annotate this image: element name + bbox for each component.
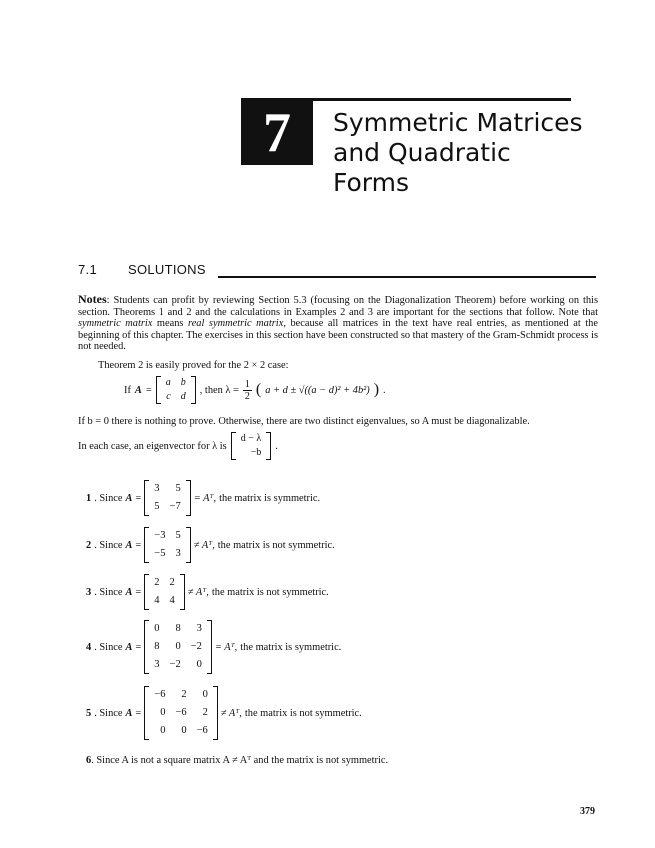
exercise-A: A xyxy=(125,539,133,551)
exercise-relation: = Aᵀ, xyxy=(193,492,217,504)
exercise-text: the matrix is not symmetric. xyxy=(244,707,362,719)
matrix-cell: 2 xyxy=(154,577,160,588)
exercise-relation: ≠ Aᵀ, xyxy=(220,707,242,719)
notes-text: , because all matrices in the text have real entries, as mentioned at the beginning of this chapter. The exercises in this section have been constructed so that mastery of the Gram-Schmidt process is not needed. xyxy=(78,318,598,353)
matrix xyxy=(144,527,190,563)
exercise-text: the matrix is symmetric. xyxy=(219,492,321,504)
exercise-3 xyxy=(86,574,329,610)
notes-text: means xyxy=(152,318,189,330)
exercise-eq: = xyxy=(135,641,142,653)
exercise-text: the matrix is not symmetric. xyxy=(211,586,329,598)
formula-A: A xyxy=(134,384,142,396)
matrix-cell: −7 xyxy=(169,501,181,512)
matrix-cell: 0 xyxy=(202,689,208,700)
matrix-cell: 0 xyxy=(154,623,160,634)
matrix-cell: −5 xyxy=(154,548,166,559)
formula-expression: a + d ± √((a − d)² + 4b²) xyxy=(265,384,370,396)
exercise-relation: ≠ Aᵀ, xyxy=(187,586,209,598)
matrix xyxy=(144,686,218,740)
matrix-cell: c xyxy=(166,391,171,402)
exercise-eq: = xyxy=(135,707,142,719)
exercise-number: 4 xyxy=(86,641,92,653)
matrix xyxy=(156,376,196,404)
exercise-2 xyxy=(86,527,335,563)
exercise-text: the matrix is symmetric. xyxy=(240,641,342,653)
eigenvector-text: In each case, an eigenvector for λ is xyxy=(78,440,227,452)
matrix-cell: 3 xyxy=(154,659,160,670)
section-title: SOLUTIONS xyxy=(128,262,206,277)
chapter-number: 7 xyxy=(241,101,313,165)
exercise-since: . Since xyxy=(94,539,123,551)
exercise-A: A xyxy=(125,707,133,719)
eigenvector-end: . xyxy=(275,440,278,452)
matrix-cell: 5 xyxy=(175,530,181,541)
formula-end: . xyxy=(383,384,386,396)
exercise-since: . Since xyxy=(94,492,123,504)
matrix-cell: 4 xyxy=(154,595,160,606)
exercise-number: 2 xyxy=(86,539,92,551)
matrix xyxy=(144,574,185,610)
chapter-title-line: and Quadratic xyxy=(333,138,511,167)
exercise-text: . Since A is not a square matrix A ≠ Aᵀ and the matrix is not symmetric. xyxy=(91,755,389,766)
formula-line: If A = a b c d , then λ = $\frac{1}{2}$ ( a + d ± √((a − d)² + 4b²) ) . xyxy=(124,377,386,402)
exercise-eq: = xyxy=(135,492,142,504)
fraction xyxy=(243,379,252,402)
matrix-cell: 0 xyxy=(160,707,166,718)
exercise-relation: = Aᵀ, xyxy=(214,641,238,653)
exercise-4 xyxy=(86,620,341,674)
notes-label: Notes xyxy=(78,292,107,306)
notes-emphasis: real symmetric matrix xyxy=(188,318,284,330)
exercise-since: . Since xyxy=(94,586,123,598)
matrix-cell: −6 xyxy=(175,707,187,718)
matrix-cell: 0 xyxy=(175,641,181,652)
exercise-1 xyxy=(86,480,320,516)
exercise-number: 3 xyxy=(86,586,92,598)
matrix-cell: 2 xyxy=(202,707,208,718)
matrix-cell: 4 xyxy=(169,595,175,606)
matrix-cell: −6 xyxy=(154,689,166,700)
formula-eq: = xyxy=(145,384,152,396)
matrix-cell: d xyxy=(180,391,186,402)
exercise-text: the matrix is not symmetric. xyxy=(217,539,335,551)
case-line: If b = 0 there is nothing to prove. Otherwise, there are two distinct eigenvalues, so A must be diagonalizable. xyxy=(78,416,530,427)
matrix-cell: −6 xyxy=(196,725,208,736)
fraction-numerator: 1 xyxy=(244,378,250,390)
matrix-cell: 3 xyxy=(175,548,181,559)
matrix-cell: 8 xyxy=(154,641,160,652)
matrix-cell: 5 xyxy=(175,483,181,494)
exercise-6 xyxy=(86,755,388,766)
matrix-cell: −b xyxy=(250,447,262,458)
formula-then: , then λ = xyxy=(199,384,239,396)
matrix-cell: a xyxy=(165,377,171,388)
exercise-eq: = xyxy=(135,539,142,551)
matrix-cell: 2 xyxy=(181,689,187,700)
fraction-denominator: 2 xyxy=(244,390,250,402)
chapter-title-line: Forms xyxy=(333,168,410,197)
matrix-cell: 0 xyxy=(160,725,166,736)
section-rule xyxy=(218,276,596,278)
matrix-cell: −2 xyxy=(169,659,181,670)
exercise-5 xyxy=(86,686,362,740)
matrix-cell: −3 xyxy=(154,530,166,541)
matrix-cell: −2 xyxy=(190,641,202,652)
matrix-cell: 0 xyxy=(181,725,187,736)
section-heading xyxy=(78,262,206,277)
notes-emphasis: symmetric matrix xyxy=(78,318,153,330)
exercise-since: . Since xyxy=(94,707,123,719)
chapter-title-line: Symmetric Matrices xyxy=(333,108,583,137)
exercise-A: A xyxy=(125,641,133,653)
matrix-cell: 0 xyxy=(196,659,202,670)
eigenvector-matrix xyxy=(231,432,272,460)
matrix-cell: d − λ xyxy=(240,433,262,444)
matrix-cell: b xyxy=(180,377,186,388)
exercise-A: A xyxy=(125,586,133,598)
exercise-number: 6 xyxy=(86,755,92,766)
exercise-relation: ≠ Aᵀ, xyxy=(193,539,215,551)
exercise-eq: = xyxy=(135,586,142,598)
matrix-cell: 2 xyxy=(169,577,175,588)
matrix xyxy=(144,620,212,674)
matrix-cell: 3 xyxy=(196,623,202,634)
eigenvector-line xyxy=(78,432,278,460)
exercise-A: A xyxy=(125,492,133,504)
section-number: 7.1 xyxy=(78,262,97,277)
matrix-cell: 8 xyxy=(175,623,181,634)
theorem-line: Theorem 2 is easily proved for the 2 × 2 case: xyxy=(98,360,289,371)
matrix-cell: 3 xyxy=(154,483,160,494)
page-number: 379 xyxy=(580,806,595,817)
chapter-title xyxy=(333,108,593,198)
exercise-number: 5 xyxy=(86,707,92,719)
matrix xyxy=(144,480,190,516)
exercise-since: . Since xyxy=(94,641,123,653)
exercise-number: 1 xyxy=(86,492,92,504)
notes-text: : Students can profit by reviewing Section 5.3 (focusing on the Diagonalization Theorem) before working on this section. Theorems 1 and 2 and the calculations in Examples 2 and 3 are important for the sections that follow. Note that xyxy=(78,295,598,318)
matrix-cell: 5 xyxy=(154,501,160,512)
notes-paragraph xyxy=(78,294,598,353)
formula-if: If xyxy=(124,384,131,396)
